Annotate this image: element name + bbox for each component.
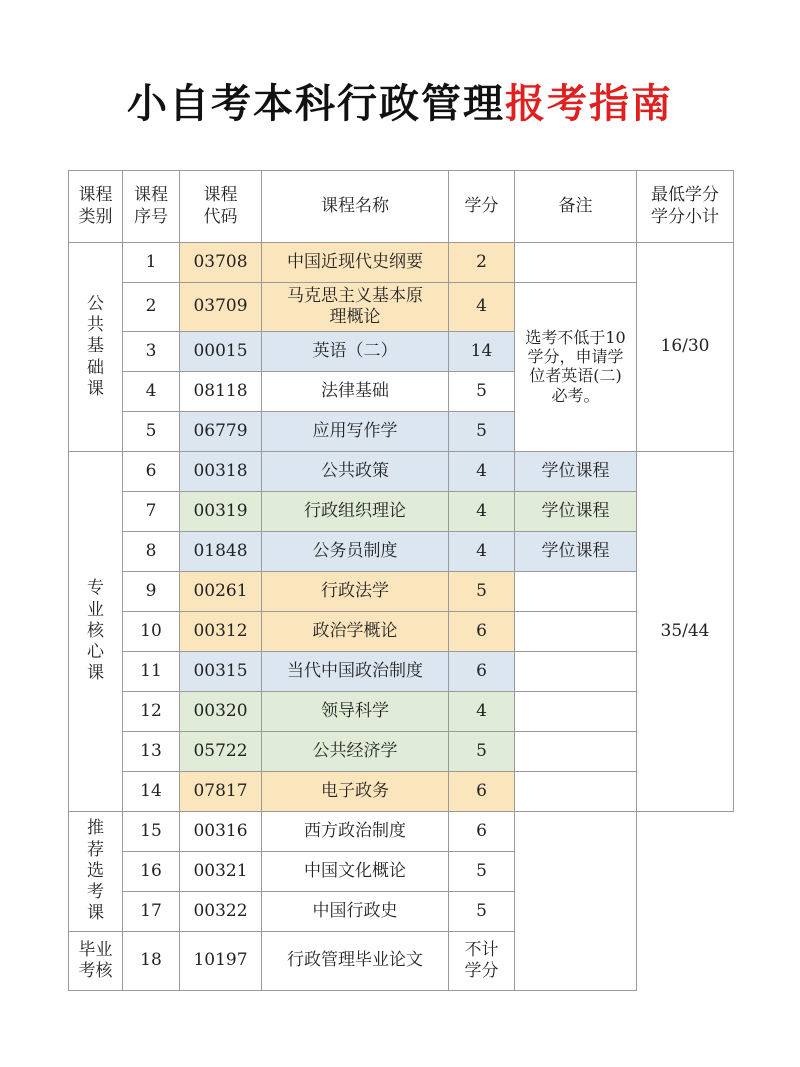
seq-cell: 10 [123,612,180,652]
table-row [69,452,734,492]
table-row [69,532,734,572]
seq-cell: 11 [123,652,180,692]
remark-cell [515,772,637,812]
seq-cell: 4 [123,372,180,412]
seq-cell: 8 [123,532,180,572]
seq-cell: 1 [123,243,180,283]
subtotal-core: 35/44 [637,452,734,812]
header-seq: 课程序号 [123,171,180,243]
credit-cell: 5 [449,412,515,452]
code-cell: 03709 [180,283,262,332]
name-cell: 西方政治制度 [262,812,449,852]
table-row [69,692,734,732]
code-cell: 00321 [180,852,262,892]
table-row [69,492,734,532]
remark-cell [515,572,637,612]
seq-cell: 13 [123,732,180,772]
seq-cell: 7 [123,492,180,532]
remark-cell: 学位课程 [515,452,637,492]
remark-cell: 学位课程 [515,532,637,572]
name-cell: 当代中国政治制度 [262,652,449,692]
credit-cell: 4 [449,452,515,492]
name-cell: 公共政策 [262,452,449,492]
name-cell: 行政法学 [262,572,449,612]
name-cell: 公务员制度 [262,532,449,572]
name-cell: 行政管理毕业论文 [262,932,449,991]
table-row [69,732,734,772]
credit-cell: 14 [449,332,515,372]
code-cell: 10197 [180,932,262,991]
name-cell: 中国文化概论 [262,852,449,892]
header-category: 课程类别 [69,171,123,243]
remark-cell [515,652,637,692]
name-cell: 政治学概论 [262,612,449,652]
code-cell: 00015 [180,332,262,372]
table-row [69,283,734,332]
name-cell: 法律基础 [262,372,449,412]
remark-cell [515,732,637,772]
seq-cell: 17 [123,892,180,932]
code-cell: 00320 [180,692,262,732]
seq-cell: 2 [123,283,180,332]
code-cell: 00312 [180,612,262,652]
credit-cell: 4 [449,492,515,532]
code-cell: 00322 [180,892,262,932]
name-cell: 公共经济学 [262,732,449,772]
seq-cell: 3 [123,332,180,372]
code-cell: 08118 [180,372,262,412]
credit-cell: 6 [449,812,515,852]
remark-cell: 学位课程 [515,492,637,532]
credit-cell: 5 [449,572,515,612]
subtotal-public: 16/30 [637,243,734,452]
credit-cell: 不计学分 [449,932,515,991]
remark-cell [515,692,637,732]
category-public: 公共基础课 [69,243,123,452]
seq-cell: 14 [123,772,180,812]
credit-cell: 6 [449,652,515,692]
credit-cell: 5 [449,892,515,932]
name-cell: 应用写作学 [262,412,449,452]
code-cell: 03708 [180,243,262,283]
name-cell: 中国近现代史纲要 [262,243,449,283]
code-cell: 01848 [180,532,262,572]
name-cell: 中国行政史 [262,892,449,932]
category-graduation: 毕业考核 [69,932,123,991]
code-cell: 00316 [180,812,262,852]
seq-cell: 6 [123,452,180,492]
course-table [68,170,734,991]
credit-cell: 4 [449,283,515,332]
code-cell: 00319 [180,492,262,532]
table-row [69,812,734,852]
category-recommended: 推荐选考课 [69,812,123,932]
credit-cell: 6 [449,612,515,652]
category-core: 专业核心课 [69,452,123,812]
seq-cell: 15 [123,812,180,852]
credit-cell: 6 [449,772,515,812]
name-cell: 电子政务 [262,772,449,812]
title-main: 小自考本科行政管理 [127,81,505,127]
header-min-credit: 最低学分学分小计 [637,171,734,243]
remark-public: 选考不低于10学分，申请学位者英语(二)必考。 [515,283,637,452]
page-title [0,72,800,129]
name-cell: 马克思主义基本原理概论 [262,283,449,332]
credit-cell: 2 [449,243,515,283]
subtotal-blank [637,812,734,991]
seq-cell: 18 [123,932,180,991]
table-row [69,652,734,692]
seq-cell: 9 [123,572,180,612]
credit-cell: 4 [449,692,515,732]
code-cell: 06779 [180,412,262,452]
credit-cell: 5 [449,372,515,412]
header-remark: 备注 [515,171,637,243]
seq-cell: 12 [123,692,180,732]
credit-cell: 5 [449,852,515,892]
code-cell: 00318 [180,452,262,492]
name-cell: 行政组织理论 [262,492,449,532]
name-cell: 领导科学 [262,692,449,732]
credit-cell: 4 [449,532,515,572]
remark-cell [515,612,637,652]
seq-cell: 5 [123,412,180,452]
table-row [69,243,734,283]
code-cell: 00261 [180,572,262,612]
table-row [69,772,734,812]
header-code: 课程代码 [180,171,262,243]
code-cell: 00315 [180,652,262,692]
table-row [69,572,734,612]
header-row [69,171,734,243]
table-row [69,612,734,652]
remark-cell [515,243,637,283]
code-cell: 05722 [180,732,262,772]
credit-cell: 5 [449,732,515,772]
remark-cell [515,812,637,991]
seq-cell: 16 [123,852,180,892]
code-cell: 07817 [180,772,262,812]
title-highlight: 报考指南 [505,81,673,127]
header-name: 课程名称 [262,171,449,243]
header-credit: 学分 [449,171,515,243]
name-cell: 英语（二） [262,332,449,372]
